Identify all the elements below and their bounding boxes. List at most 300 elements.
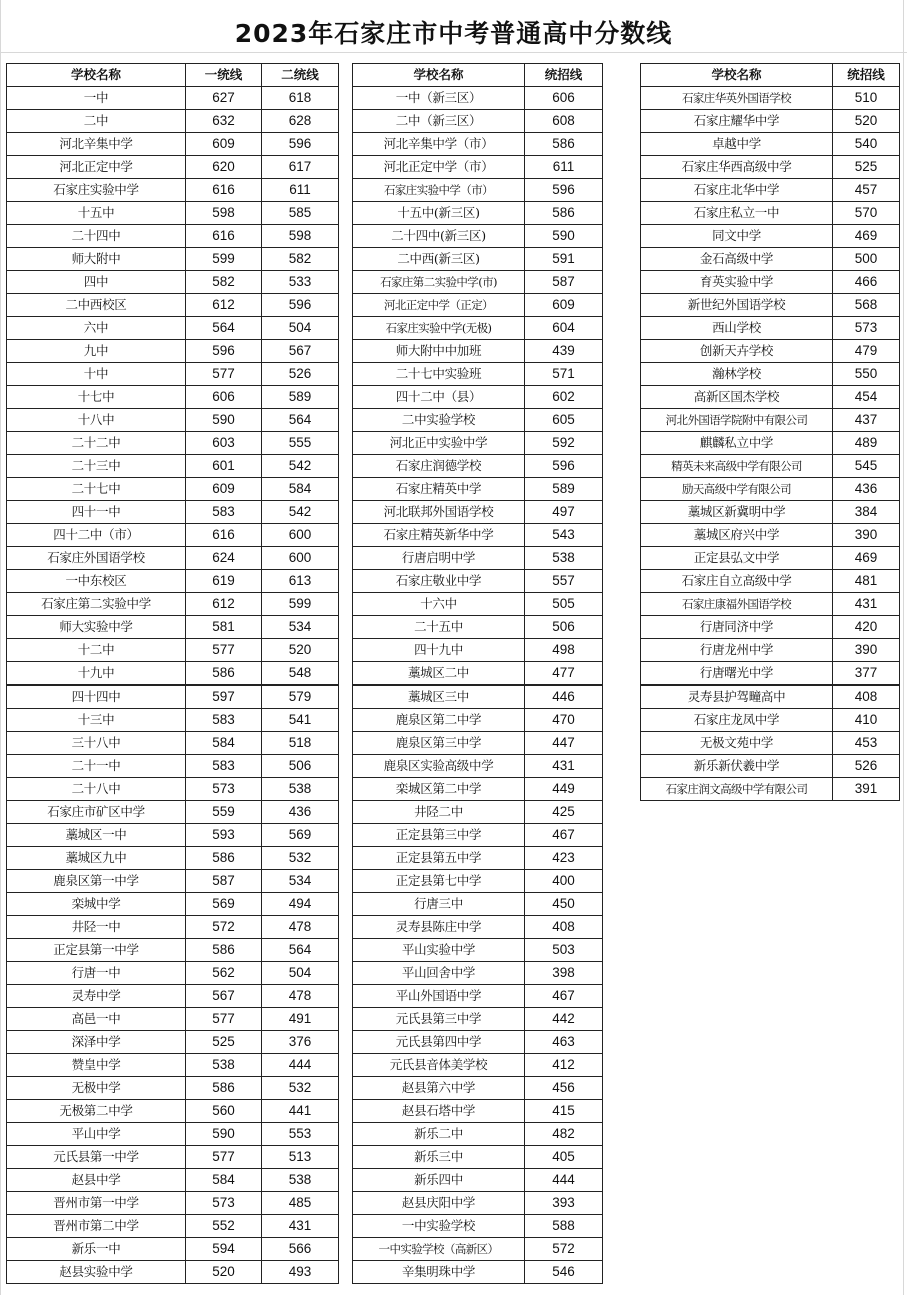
table-row	[353, 340, 603, 363]
score-table-1	[6, 63, 339, 1284]
score-cell: 590	[186, 1123, 262, 1146]
table-row	[7, 1169, 339, 1192]
table-row	[353, 1008, 603, 1031]
score-cell: 609	[525, 294, 603, 317]
school-name-cell: 平山外国语中学	[353, 985, 525, 1008]
score-cell: 532	[262, 1077, 339, 1100]
score-cell: 437	[833, 409, 900, 432]
table-row	[7, 179, 339, 202]
score-cell: 390	[833, 524, 900, 547]
table-row	[7, 870, 339, 893]
score-cell: 583	[186, 709, 262, 732]
school-name-cell: 麒麟私立中学	[641, 432, 833, 455]
table-row	[353, 801, 603, 824]
score-cell: 606	[525, 87, 603, 110]
school-name-cell: 平山回舍中学	[353, 962, 525, 985]
school-name-cell: 四十一中	[7, 501, 186, 524]
school-name-cell: 十五中(新三区)	[353, 202, 525, 225]
table-row	[353, 271, 603, 294]
school-name-cell: 赵县石塔中学	[353, 1100, 525, 1123]
score-cell: 444	[262, 1054, 339, 1077]
school-name-cell: 元氏县第三中学	[353, 1008, 525, 1031]
school-name-cell: 一中实验学校（高新区）	[353, 1238, 525, 1261]
score-cell: 569	[262, 824, 339, 847]
school-name-cell: 新乐三中	[353, 1146, 525, 1169]
table-row	[641, 547, 900, 570]
table-row	[7, 939, 339, 962]
score-cell: 589	[262, 386, 339, 409]
table-row	[7, 662, 339, 686]
score-cell: 586	[186, 662, 262, 686]
score-cell: 470	[525, 709, 603, 732]
table-row	[7, 1123, 339, 1146]
table-row	[353, 1146, 603, 1169]
score-cell: 587	[525, 271, 603, 294]
school-name-cell: 石家庄自立高级中学	[641, 570, 833, 593]
school-name-cell: 四十二中（市）	[7, 524, 186, 547]
score-cell: 503	[525, 939, 603, 962]
score-cell: 479	[833, 340, 900, 363]
score-cell: 616	[186, 179, 262, 202]
score-cell: 577	[186, 1146, 262, 1169]
score-cell: 520	[186, 1261, 262, 1284]
score-cell: 627	[186, 87, 262, 110]
school-name-cell: 师大附中中加班	[353, 340, 525, 363]
score-cell: 390	[833, 639, 900, 662]
school-name-cell: 石家庄耀华中学	[641, 110, 833, 133]
school-name-cell: 藁城区三中	[353, 685, 525, 709]
sheet-gridline	[903, 0, 904, 1295]
score-cell: 526	[262, 363, 339, 386]
table-row	[353, 662, 603, 686]
score-cell: 567	[186, 985, 262, 1008]
table-row	[7, 755, 339, 778]
table-row	[641, 432, 900, 455]
score-cell: 572	[525, 1238, 603, 1261]
score-cell: 587	[186, 870, 262, 893]
table-row	[641, 179, 900, 202]
score-cell: 505	[525, 593, 603, 616]
header-second-line: 二统线	[262, 64, 339, 87]
school-name-cell: 新乐二中	[353, 1123, 525, 1146]
sheet-gridline	[0, 0, 1, 1295]
school-name-cell: 精英未来高级中学有限公司	[641, 455, 833, 478]
table-row	[353, 524, 603, 547]
score-cell: 602	[525, 386, 603, 409]
table-row	[7, 455, 339, 478]
school-name-cell: 石家庄华西高级中学	[641, 156, 833, 179]
score-cell: 611	[525, 156, 603, 179]
table-row	[7, 962, 339, 985]
score-cell: 441	[262, 1100, 339, 1123]
score-cell: 546	[525, 1261, 603, 1284]
table-row	[7, 225, 339, 248]
score-cell: 618	[262, 87, 339, 110]
school-name-cell: 新乐新伏羲中学	[641, 755, 833, 778]
table-row	[641, 709, 900, 732]
school-name-cell: 石家庄敬业中学	[353, 570, 525, 593]
school-name-cell: 河北正定中学（市）	[353, 156, 525, 179]
school-name-cell: 平山中学	[7, 1123, 186, 1146]
school-name-cell: 励天高级中学有限公司	[641, 478, 833, 501]
score-cell: 592	[525, 432, 603, 455]
table-row	[641, 593, 900, 616]
score-cell: 423	[525, 847, 603, 870]
score-cell: 398	[525, 962, 603, 985]
school-name-cell: 二十二中	[7, 432, 186, 455]
school-name-cell: 河北外国语学院附中有限公司	[641, 409, 833, 432]
score-cell: 606	[186, 386, 262, 409]
school-name-cell: 育英实验中学	[641, 271, 833, 294]
school-name-cell: 石家庄私立一中	[641, 202, 833, 225]
table-row	[353, 110, 603, 133]
header-first-line: 一统线	[186, 64, 262, 87]
school-name-cell: 十七中	[7, 386, 186, 409]
table-row	[7, 893, 339, 916]
score-cell: 538	[525, 547, 603, 570]
school-name-cell: 卓越中学	[641, 133, 833, 156]
school-name-cell: 创新天卉学校	[641, 340, 833, 363]
score-cell: 598	[262, 225, 339, 248]
school-name-cell: 二十七中	[7, 478, 186, 501]
table-row	[353, 248, 603, 271]
score-cell: 590	[525, 225, 603, 248]
table-row	[641, 662, 900, 686]
table-row	[353, 455, 603, 478]
table-row	[353, 317, 603, 340]
school-name-cell: 四中	[7, 271, 186, 294]
table-row	[641, 248, 900, 271]
score-cell: 628	[262, 110, 339, 133]
score-cell: 594	[186, 1238, 262, 1261]
school-name-cell: 石家庄第二实验中学	[7, 593, 186, 616]
score-cell: 609	[186, 478, 262, 501]
sheet-gridline	[0, 52, 907, 53]
table-row	[353, 1261, 603, 1284]
school-name-cell: 河北辛集中学	[7, 133, 186, 156]
school-name-cell: 二中	[7, 110, 186, 133]
table-row	[7, 1077, 339, 1100]
score-cell: 593	[186, 824, 262, 847]
score-cell: 431	[833, 593, 900, 616]
school-name-cell: 一中（新三区）	[353, 87, 525, 110]
score-cell: 538	[186, 1054, 262, 1077]
score-cell: 598	[186, 202, 262, 225]
table-row	[353, 755, 603, 778]
table-row	[7, 133, 339, 156]
score-cell: 533	[262, 271, 339, 294]
table-row	[353, 939, 603, 962]
score-cell: 393	[525, 1192, 603, 1215]
school-name-cell: 藁城区二中	[353, 662, 525, 686]
school-name-cell: 四十二中（县）	[353, 386, 525, 409]
score-cell: 466	[833, 271, 900, 294]
score-cell: 391	[833, 778, 900, 801]
table-row	[7, 1261, 339, 1284]
table-row	[7, 340, 339, 363]
school-name-cell: 行唐启明中学	[353, 547, 525, 570]
score-cell: 586	[186, 847, 262, 870]
school-name-cell: 二中西校区	[7, 294, 186, 317]
school-name-cell: 石家庄市矿区中学	[7, 801, 186, 824]
score-cell: 431	[262, 1215, 339, 1238]
table-row	[641, 616, 900, 639]
school-name-cell: 四十九中	[353, 639, 525, 662]
table-row	[353, 616, 603, 639]
table-row	[7, 1031, 339, 1054]
school-name-cell: 新世纪外国语学校	[641, 294, 833, 317]
school-name-cell: 赞皇中学	[7, 1054, 186, 1077]
score-cell: 582	[262, 248, 339, 271]
school-name-cell: 无极第二中学	[7, 1100, 186, 1123]
school-name-cell: 河北辛集中学（市）	[353, 133, 525, 156]
score-cell: 552	[186, 1215, 262, 1238]
score-cell: 600	[262, 547, 339, 570]
table-row	[353, 501, 603, 524]
score-cell: 559	[186, 801, 262, 824]
table-row	[353, 639, 603, 662]
score-cell: 478	[262, 985, 339, 1008]
score-cell: 520	[833, 110, 900, 133]
score-cell: 573	[833, 317, 900, 340]
school-name-cell: 十五中	[7, 202, 186, 225]
table-row	[7, 1238, 339, 1261]
school-name-cell: 九中	[7, 340, 186, 363]
school-name-cell: 井陉一中	[7, 916, 186, 939]
table-row	[353, 685, 603, 709]
school-name-cell: 十中	[7, 363, 186, 386]
school-name-cell: 无极文苑中学	[641, 732, 833, 755]
score-cell: 586	[525, 202, 603, 225]
school-name-cell: 石家庄润德学校	[353, 455, 525, 478]
school-name-cell: 二十三中	[7, 455, 186, 478]
school-name-cell: 晋州市第一中学	[7, 1192, 186, 1215]
table-row	[353, 478, 603, 501]
school-name-cell: 二十四中(新三区)	[353, 225, 525, 248]
score-cell: 612	[186, 294, 262, 317]
score-cell: 581	[186, 616, 262, 639]
school-name-cell: 石家庄外国语学校	[7, 547, 186, 570]
school-name-cell: 正定县第一中学	[7, 939, 186, 962]
score-cell: 446	[525, 685, 603, 709]
table-row	[7, 156, 339, 179]
score-cell: 604	[525, 317, 603, 340]
school-name-cell: 灵寿县陈庄中学	[353, 916, 525, 939]
score-cell: 564	[186, 317, 262, 340]
table-row	[7, 432, 339, 455]
score-cell: 457	[833, 179, 900, 202]
table-row	[353, 1054, 603, 1077]
table-row	[7, 709, 339, 732]
table-row	[641, 524, 900, 547]
table-row	[641, 317, 900, 340]
score-cell: 542	[262, 455, 339, 478]
score-cell: 557	[525, 570, 603, 593]
score-cell: 463	[525, 1031, 603, 1054]
score-cell: 603	[186, 432, 262, 455]
score-cell: 485	[262, 1192, 339, 1215]
school-name-cell: 藁城区九中	[7, 847, 186, 870]
score-cell: 493	[262, 1261, 339, 1284]
school-name-cell: 鹿泉区第二中学	[353, 709, 525, 732]
score-cell: 504	[262, 317, 339, 340]
table-row	[641, 455, 900, 478]
school-name-cell: 石家庄龙凤中学	[641, 709, 833, 732]
table-row	[353, 432, 603, 455]
table-row	[7, 547, 339, 570]
table-row	[353, 133, 603, 156]
school-name-cell: 晋州市第二中学	[7, 1215, 186, 1238]
school-name-cell: 二十四中	[7, 225, 186, 248]
header-unified-line: 统招线	[525, 64, 603, 87]
score-cell: 408	[525, 916, 603, 939]
score-cell: 467	[525, 985, 603, 1008]
school-name-cell: 二十一中	[7, 755, 186, 778]
table-row	[7, 570, 339, 593]
table-row	[353, 409, 603, 432]
score-cell: 410	[833, 709, 900, 732]
table-row	[353, 1031, 603, 1054]
score-cell: 596	[262, 294, 339, 317]
school-name-cell: 十六中	[353, 593, 525, 616]
score-cell: 412	[525, 1054, 603, 1077]
school-name-cell: 十九中	[7, 662, 186, 686]
table-row	[7, 732, 339, 755]
table-row	[353, 593, 603, 616]
table-row	[7, 87, 339, 110]
table-row	[353, 709, 603, 732]
school-name-cell: 藁城区府兴中学	[641, 524, 833, 547]
score-cell: 498	[525, 639, 603, 662]
score-cell: 376	[262, 1031, 339, 1054]
school-name-cell: 十三中	[7, 709, 186, 732]
score-cell: 567	[262, 340, 339, 363]
score-cell: 612	[186, 593, 262, 616]
table-row	[7, 916, 339, 939]
school-name-cell: 十二中	[7, 639, 186, 662]
score-cell: 444	[525, 1169, 603, 1192]
school-name-cell: 鹿泉区第一中学	[7, 870, 186, 893]
score-cell: 548	[262, 662, 339, 686]
school-name-cell: 石家庄精英中学	[353, 478, 525, 501]
table-row	[7, 985, 339, 1008]
score-cell: 553	[262, 1123, 339, 1146]
table-row	[7, 1100, 339, 1123]
score-cell: 584	[262, 478, 339, 501]
table-row	[353, 386, 603, 409]
score-cell: 534	[262, 870, 339, 893]
school-name-cell: 一中东校区	[7, 570, 186, 593]
school-name-cell: 行唐三中	[353, 893, 525, 916]
table-row	[7, 639, 339, 662]
school-name-cell: 河北联邦外国语学校	[353, 501, 525, 524]
score-cell: 579	[262, 685, 339, 709]
table-row	[353, 547, 603, 570]
score-cell: 431	[525, 755, 603, 778]
score-cell: 596	[525, 455, 603, 478]
school-name-cell: 二十七中实验班	[353, 363, 525, 386]
score-cell: 408	[833, 685, 900, 709]
table-row	[353, 1123, 603, 1146]
score-cell: 489	[833, 432, 900, 455]
score-cell: 564	[262, 409, 339, 432]
table-row	[641, 294, 900, 317]
table-row	[353, 294, 603, 317]
score-cell: 611	[262, 179, 339, 202]
table-row	[7, 271, 339, 294]
score-cell: 540	[833, 133, 900, 156]
table-row	[641, 271, 900, 294]
score-cell: 564	[262, 939, 339, 962]
school-name-cell: 藁城区新冀明中学	[641, 501, 833, 524]
school-name-cell: 二十八中	[7, 778, 186, 801]
table-header-row	[7, 64, 339, 87]
table-row	[641, 732, 900, 755]
school-name-cell: 十八中	[7, 409, 186, 432]
school-name-cell: 正定县第三中学	[353, 824, 525, 847]
header-school-name: 学校名称	[353, 64, 525, 87]
table-row	[353, 847, 603, 870]
table-row	[353, 1169, 603, 1192]
school-name-cell: 元氏县第一中学	[7, 1146, 186, 1169]
score-cell: 538	[262, 1169, 339, 1192]
table-row	[641, 478, 900, 501]
score-cell: 599	[186, 248, 262, 271]
score-cell: 467	[525, 824, 603, 847]
score-cell: 405	[525, 1146, 603, 1169]
score-cell: 510	[833, 87, 900, 110]
score-cell: 525	[833, 156, 900, 179]
score-cell: 469	[833, 547, 900, 570]
table-row	[641, 501, 900, 524]
table-row	[641, 225, 900, 248]
score-cell: 504	[262, 962, 339, 985]
school-name-cell: 二中实验学校	[353, 409, 525, 432]
table-row	[353, 225, 603, 248]
score-cell: 506	[262, 755, 339, 778]
score-table-2	[352, 63, 603, 1284]
score-cell: 439	[525, 340, 603, 363]
score-cell: 525	[186, 1031, 262, 1054]
school-name-cell: 行唐一中	[7, 962, 186, 985]
table-row	[353, 179, 603, 202]
table-row	[641, 778, 900, 801]
table-row	[641, 386, 900, 409]
school-name-cell: 二中（新三区）	[353, 110, 525, 133]
score-cell: 518	[262, 732, 339, 755]
table-row	[353, 1077, 603, 1100]
score-cell: 582	[186, 271, 262, 294]
table-row	[641, 685, 900, 709]
score-cell: 584	[186, 732, 262, 755]
school-name-cell: 河北正中实验中学	[353, 432, 525, 455]
school-name-cell: 鹿泉区实验高级中学	[353, 755, 525, 778]
score-cell: 542	[262, 501, 339, 524]
table-row	[641, 202, 900, 225]
score-table-3	[640, 63, 900, 801]
school-name-cell: 新乐四中	[353, 1169, 525, 1192]
score-cell: 589	[525, 478, 603, 501]
table-row	[7, 478, 339, 501]
table-row	[7, 1192, 339, 1215]
score-cell: 478	[262, 916, 339, 939]
school-name-cell: 新乐一中	[7, 1238, 186, 1261]
table-row	[353, 985, 603, 1008]
score-cell: 520	[262, 639, 339, 662]
school-name-cell: 瀚林学校	[641, 363, 833, 386]
school-name-cell: 二十五中	[353, 616, 525, 639]
school-name-cell: 师大附中	[7, 248, 186, 271]
